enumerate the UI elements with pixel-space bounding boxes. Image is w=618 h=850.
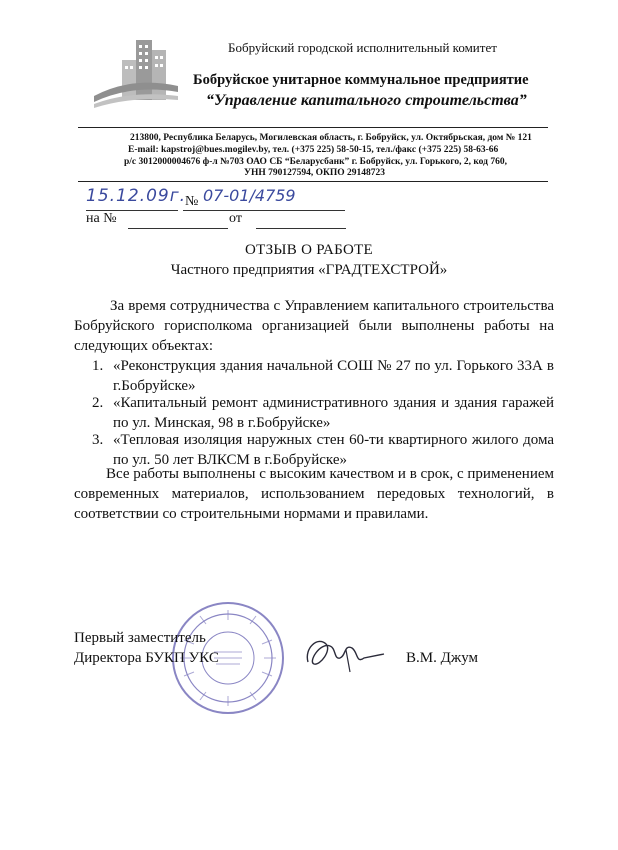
conclusion-paragraph: Все работы выполнены с высоким качеством и в срок, с применением современных материалов, использованием передовых технологий, в соответствии со строительными нормами и правилами. [74, 466, 554, 522]
org-name-line1: Бобруйское унитарное коммунальное предприятие [193, 72, 529, 88]
header-divider-top [78, 127, 548, 128]
list-item-text: «Реконструкция здания начальной СОШ № 27 по ул. Горького 33А в г.Бобруйске» [113, 358, 554, 394]
list-item-text: «Капитальный ремонт административного здания и здания гаражей по ул. Минская, 98 в г.Бобруйске» [113, 395, 554, 431]
number-underline [183, 210, 345, 211]
signatory-position-line2: Директора БУКП УКС [74, 650, 219, 666]
reference-date-underline [256, 228, 346, 229]
header-divider-bottom [78, 181, 548, 182]
list-item-text: «Тепловая изоляция наружных стен 60-ти квартирного жилого дома по ул. 50 лет ВЛКСМ в г.Бобруйске» [113, 432, 554, 468]
requisites-codes: УНН 790127594, ОКПО 29148723 [244, 168, 386, 178]
list-item-number: 1. [92, 358, 104, 374]
list-item-number: 3. [92, 432, 104, 448]
signatory-name: В.М. Джум [406, 650, 478, 666]
intro-paragraph: За время сотрудничества с Управлением капитального строительства Бобруйского горисполкома организацией были выполнены работы на следующих объектах: [74, 298, 554, 354]
requisites-address: 213800, Республика Беларусь, Могилевская область, г. Бобруйск, ул. Октябрьская, дом № 121 [130, 133, 532, 143]
building-logo-icon [92, 38, 184, 110]
registration-date: 15.12.09г. [86, 186, 187, 206]
requisites-contacts: E-mail: kapstroj@bues.mogilev.by, тел. (+375 225) 58-50-15, тел./факс (+375 225) 58-63-66 [128, 145, 499, 155]
reference-date-label: от [229, 211, 242, 226]
gov-body-name: Бобруйский городской исполнительный комитет [228, 40, 497, 55]
requisites-bank: р/с 3012000004676 ф-л №703 ОАО СБ “Беларусбанк” г. Бобруйск, ул. Горького, 2, код 760, [124, 157, 507, 167]
registration-number: 07-01/4759 [203, 186, 296, 205]
handwritten-signature-icon [300, 628, 390, 678]
list-item-number: 2. [92, 395, 104, 411]
org-name-line2: “Управление капитального строительства” [206, 92, 527, 109]
reference-number-label: на № [86, 211, 117, 226]
signatory-position-line1: Первый заместитель [74, 630, 206, 646]
registration-number-label: № [185, 194, 199, 209]
document-subtitle: Частного предприятия «ГРАДТЕХСТРОЙ» [170, 262, 448, 278]
document-title: ОТЗЫВ О РАБОТЕ [244, 242, 374, 258]
reference-underline [128, 228, 228, 229]
